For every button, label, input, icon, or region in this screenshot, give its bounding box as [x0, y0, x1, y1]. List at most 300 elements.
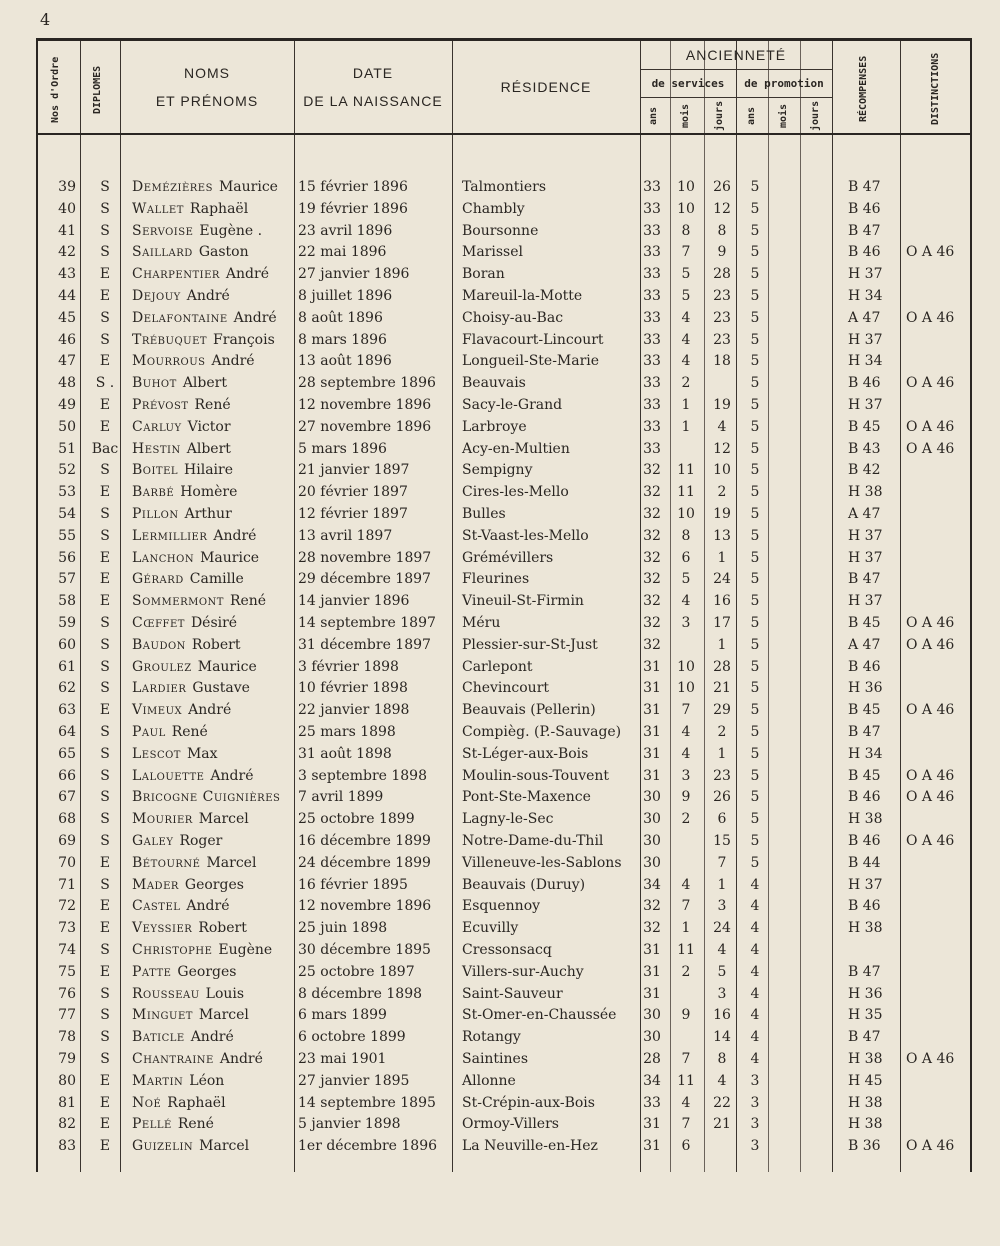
row-first-name: André	[225, 266, 269, 283]
row-first-name: Raphaël	[189, 200, 249, 217]
row-service-days: 23	[713, 767, 731, 784]
header-order: Nos d'Ordre	[50, 56, 61, 124]
row-recompense: H 34	[848, 353, 883, 370]
row-name	[132, 700, 231, 722]
row-first-name: René	[177, 1116, 214, 1133]
row-recompense: B 46	[848, 658, 881, 675]
row-recompense: H 37	[848, 876, 883, 893]
row-number: 50	[58, 418, 76, 435]
row-birth-date: 3 février 1898	[298, 658, 399, 675]
row-first-name: André	[186, 288, 230, 304]
row-diplome: S	[100, 309, 110, 326]
row-first-name: Homère	[180, 484, 238, 501]
row-service-months: 11	[677, 1072, 695, 1089]
header-date-2: DE LA NAISSANCE	[303, 93, 443, 109]
row-service-days: 8	[717, 222, 727, 239]
row-promotion-years: 5	[750, 331, 760, 348]
row-promotion-years: 5	[750, 571, 760, 588]
row-number: 76	[58, 985, 76, 1002]
register-table	[36, 38, 972, 1172]
row-surname: Pellé	[132, 1116, 172, 1133]
row-number: 57	[58, 571, 76, 588]
row-service-years: 31	[643, 680, 661, 697]
row-recompense: H 34	[848, 288, 883, 304]
row-service-years: 31	[643, 767, 661, 784]
row-birth-date: 14 janvier 1896	[298, 593, 410, 610]
row-promotion-years: 4	[750, 1029, 760, 1046]
row-service-months: 4	[681, 593, 691, 610]
row-diplome: E	[99, 1094, 111, 1111]
row-service-days: 26	[713, 179, 731, 195]
row-number: 60	[58, 636, 76, 653]
row-recompense: B 47	[848, 724, 881, 740]
row-service-days: 16	[713, 1007, 731, 1024]
row-diplome: S	[100, 1051, 110, 1067]
row-surname: Buhot	[132, 375, 177, 392]
row-distinction: O A 46	[906, 615, 955, 631]
row-first-name: Max	[186, 745, 218, 762]
row-distinction: O A 46	[906, 833, 955, 849]
row-name	[132, 766, 254, 788]
row-name	[132, 1005, 249, 1027]
row-service-months: 1	[681, 418, 691, 435]
row-distinction: O A 46	[906, 418, 955, 435]
row-promotion-years: 5	[750, 397, 760, 413]
row-surname: Vimeux	[132, 702, 183, 719]
row-residence: Rotangy	[462, 1029, 521, 1046]
row-number: 65	[58, 745, 76, 762]
row-service-years: 31	[643, 1116, 661, 1133]
row-service-years: 33	[643, 331, 661, 348]
row-surname: Minguet	[132, 1007, 193, 1024]
row-birth-date: 6 octobre 1899	[298, 1029, 406, 1046]
row-name	[132, 853, 256, 875]
row-diplome: S	[100, 462, 110, 479]
row-birth-date: 8 août 1896	[298, 309, 383, 326]
header-noms-1: NOMS	[184, 65, 230, 81]
row-birth-date: 3 septembre 1898	[298, 767, 427, 784]
row-birth-date: 14 septembre 1897	[298, 615, 436, 631]
row-number: 77	[58, 1007, 76, 1024]
row-name	[132, 548, 259, 570]
row-number: 44	[58, 288, 76, 304]
row-number: 70	[58, 854, 76, 871]
row-number: 74	[58, 942, 76, 958]
row-surname: Lermillier	[132, 527, 208, 544]
row-surname: Guizelin	[132, 1138, 194, 1155]
row-service-days: 28	[713, 266, 731, 283]
row-promotion-years: 5	[750, 179, 760, 195]
row-diplome: S	[100, 636, 110, 653]
row-service-months: 5	[681, 571, 691, 588]
row-diplome: E	[99, 920, 111, 937]
row-birth-date: 25 octobre 1897	[298, 963, 415, 980]
header-noms-2: ET PRÉNOMS	[155, 93, 259, 109]
row-promotion-years: 5	[750, 658, 760, 675]
row-recompense: H 36	[848, 985, 883, 1002]
row-name	[132, 177, 278, 199]
header-diplomes: DIPLOMES	[92, 65, 103, 115]
row-name	[132, 918, 247, 940]
row-recompense: H 34	[848, 745, 883, 762]
row-residence: Beauvais (Pellerin)	[462, 702, 596, 719]
row-promotion-years: 5	[750, 484, 760, 501]
row-number: 51	[58, 440, 76, 457]
row-number: 64	[58, 724, 76, 740]
row-residence: Ecuvilly	[462, 920, 519, 937]
row-service-years: 30	[643, 1007, 661, 1024]
row-recompense: H 38	[848, 1051, 883, 1067]
row-service-months: 6	[681, 1138, 691, 1155]
row-residence: St-Léger-aux-Bois	[462, 745, 589, 762]
row-diplome: E	[99, 397, 111, 413]
row-diplome: S	[100, 244, 110, 261]
row-service-years: 33	[643, 309, 661, 326]
row-number: 56	[58, 549, 76, 566]
row-number: 40	[58, 200, 76, 217]
row-recompense: B 47	[848, 571, 881, 588]
row-recompense: H 37	[848, 331, 883, 348]
row-first-name: Georges	[184, 876, 244, 893]
row-diplome: E	[99, 593, 111, 610]
row-name	[132, 1071, 224, 1093]
row-service-days: 23	[713, 331, 731, 348]
row-residence: St-Omer-en-Chaussée	[462, 1007, 617, 1024]
row-surname: Noé	[132, 1094, 162, 1111]
row-service-days: 1	[717, 549, 727, 566]
row-recompense: B 43	[848, 440, 881, 457]
row-service-months: 11	[677, 462, 695, 479]
row-service-months: 9	[681, 789, 691, 806]
row-service-years: 30	[643, 854, 661, 871]
row-service-months: 4	[681, 724, 691, 740]
row-first-name: André	[219, 1051, 263, 1067]
row-name	[132, 744, 218, 766]
row-service-months: 4	[681, 353, 691, 370]
row-recompense: H 35	[848, 1007, 883, 1024]
row-service-months: 4	[681, 876, 691, 893]
row-surname: Baticle	[132, 1029, 185, 1046]
row-diplome: S	[100, 331, 110, 348]
row-service-days: 5	[717, 963, 727, 980]
row-birth-date: 25 mars 1898	[298, 724, 396, 740]
row-birth-date: 30 décembre 1895	[298, 942, 431, 958]
row-residence: Larbroye	[462, 418, 527, 435]
row-diplome: S	[100, 615, 110, 631]
row-promotion-years: 3	[750, 1138, 760, 1155]
row-birth-date: 28 novembre 1897	[298, 549, 432, 566]
row-service-months: 2	[681, 811, 691, 828]
row-recompense: H 37	[848, 397, 883, 413]
row-service-years: 33	[643, 179, 661, 195]
row-surname: Castel	[132, 898, 181, 915]
table-row	[38, 591, 970, 613]
row-name	[132, 591, 266, 613]
row-promotion-years: 4	[750, 942, 760, 958]
table-row	[38, 1005, 970, 1027]
row-distinction: O A 46	[906, 375, 955, 392]
table-row	[38, 1136, 970, 1158]
row-promotion-years: 4	[750, 920, 760, 937]
row-first-name: René	[171, 724, 208, 740]
row-residence: La Neuville-en-Hez	[462, 1138, 598, 1155]
row-number: 63	[58, 702, 76, 719]
row-number: 83	[58, 1138, 76, 1155]
table-row	[38, 308, 970, 330]
row-surname: Boitel	[132, 462, 179, 479]
header-promotion: de promotion	[744, 77, 824, 90]
table-row	[38, 504, 970, 526]
row-promotion-years: 5	[750, 506, 760, 522]
row-promotion-years: 5	[750, 549, 760, 566]
row-number: 62	[58, 680, 76, 697]
row-residence: Notre-Dame-du-Thil	[462, 833, 604, 849]
row-residence: Allonne	[462, 1072, 516, 1089]
row-promotion-years: 4	[750, 985, 760, 1002]
row-diplome: E	[99, 898, 111, 915]
row-service-months: 5	[681, 288, 691, 304]
row-diplome: S	[100, 942, 110, 958]
row-name	[132, 460, 233, 482]
row-first-name: Camille	[189, 571, 244, 588]
row-residence: Villeneuve-les-Sablons	[462, 854, 622, 871]
row-birth-date: 15 février 1896	[298, 179, 408, 195]
row-first-name: André	[213, 527, 257, 544]
row-residence: Longueil-Ste-Marie	[462, 353, 600, 370]
row-surname: Lanchon	[132, 549, 195, 566]
row-first-name: Eugène .	[199, 222, 263, 239]
row-number: 81	[58, 1094, 76, 1111]
row-service-days: 19	[713, 506, 731, 522]
row-recompense: B 46	[848, 833, 881, 849]
row-service-days: 18	[713, 353, 731, 370]
row-name	[132, 657, 257, 679]
row-recompense: H 37	[848, 527, 883, 544]
row-residence: Choisy-au-Bac	[462, 309, 564, 326]
row-name	[132, 330, 275, 352]
row-promotion-years: 5	[750, 745, 760, 762]
row-residence: Flavacourt-Lincourt	[462, 331, 604, 348]
row-first-name: Victor	[187, 418, 231, 435]
table-row	[38, 700, 970, 722]
row-residence: Compièg. (P.-Sauvage)	[462, 724, 622, 740]
row-diplome: S	[100, 811, 110, 828]
row-residence: Grémévillers	[462, 549, 554, 566]
row-service-months: 8	[681, 527, 691, 544]
row-service-days: 21	[713, 1116, 731, 1133]
row-surname: Lardier	[132, 680, 187, 697]
table-row	[38, 177, 970, 199]
row-birth-date: 5 mars 1896	[298, 440, 387, 457]
row-service-months: 7	[681, 702, 691, 719]
header-distinctions: DISTINCTIONS	[930, 52, 941, 126]
row-service-years: 33	[643, 353, 661, 370]
row-promotion-years: 5	[750, 244, 760, 261]
row-number: 58	[58, 593, 76, 610]
row-service-years: 32	[643, 462, 661, 479]
row-diplome: S	[100, 179, 110, 195]
table-row	[38, 613, 970, 635]
table-row	[38, 439, 970, 461]
row-birth-date: 5 janvier 1898	[298, 1116, 401, 1133]
row-promotion-years: 5	[750, 636, 760, 653]
header-residence: RÉSIDENCE	[500, 79, 592, 95]
row-diplome: E	[99, 1072, 111, 1089]
row-number: 71	[58, 876, 76, 893]
row-service-years: 31	[643, 963, 661, 980]
row-service-years: 31	[643, 702, 661, 719]
row-birth-date: 27 janvier 1896	[298, 266, 410, 283]
table-row	[38, 744, 970, 766]
row-surname: Galey	[132, 833, 174, 849]
row-service-years: 31	[643, 942, 661, 958]
row-service-months: 7	[681, 244, 691, 261]
row-name	[132, 373, 227, 395]
row-service-days: 24	[713, 920, 731, 937]
row-first-name: André	[233, 309, 277, 326]
row-promotion-years: 5	[750, 767, 760, 784]
row-service-years: 32	[643, 920, 661, 937]
row-name	[132, 482, 237, 504]
row-birth-date: 12 novembre 1896	[298, 397, 432, 413]
row-recompense: B 47	[848, 963, 881, 980]
row-first-name: Arthur	[184, 506, 232, 522]
row-service-years: 33	[643, 244, 661, 261]
row-service-months: 10	[677, 200, 695, 217]
row-number: 53	[58, 484, 76, 501]
row-diplome: E	[99, 288, 111, 304]
row-name	[132, 635, 240, 657]
row-service-days: 2	[717, 484, 727, 501]
row-service-years: 33	[643, 288, 661, 304]
row-recompense: B 36	[848, 1138, 881, 1155]
table-row	[38, 766, 970, 788]
row-service-months: 9	[681, 1007, 691, 1024]
row-name	[132, 984, 244, 1006]
row-birth-date: 27 janvier 1895	[298, 1072, 410, 1089]
row-first-name: Marcel	[198, 811, 249, 828]
header-anciennete: ANCIENNETÉ	[685, 47, 787, 63]
row-surname: Saillard	[132, 244, 193, 261]
row-recompense: B 44	[848, 854, 881, 871]
row-number: 46	[58, 331, 76, 348]
row-recompense: H 37	[848, 549, 883, 566]
table-row	[38, 1049, 970, 1071]
row-name	[132, 199, 248, 221]
row-service-years: 33	[643, 418, 661, 435]
header-bottom-rule	[38, 133, 970, 135]
row-service-days: 19	[713, 397, 731, 413]
row-recompense: H 45	[848, 1072, 883, 1089]
row-birth-date: 20 février 1897	[298, 484, 408, 501]
row-service-days: 8	[717, 1051, 727, 1067]
row-service-years: 32	[643, 484, 661, 501]
row-first-name: Gaston	[198, 244, 249, 261]
row-service-years: 32	[643, 506, 661, 522]
row-service-days: 1	[717, 876, 727, 893]
row-recompense: B 47	[848, 1029, 881, 1046]
row-diplome: E	[99, 702, 111, 719]
row-number: 75	[58, 963, 76, 980]
row-surname: Gérard	[132, 571, 184, 588]
row-promotion-years: 3	[750, 1072, 760, 1089]
row-surname: Servoise	[132, 222, 194, 239]
row-birth-date: 22 janvier 1898	[298, 702, 410, 719]
row-promotion-years: 5	[750, 440, 760, 457]
row-birth-date: 13 août 1896	[298, 353, 392, 370]
row-surname: Baudon	[132, 636, 186, 653]
row-recompense: B 46	[848, 375, 881, 392]
row-recompense: H 38	[848, 1116, 883, 1133]
row-service-days: 10	[713, 462, 731, 479]
table-row	[38, 548, 970, 570]
row-number: 55	[58, 527, 76, 544]
row-name	[132, 308, 277, 330]
table-row	[38, 722, 970, 744]
row-first-name: Albert	[186, 440, 231, 457]
row-first-name: René	[229, 593, 267, 610]
row-service-months: 4	[681, 1094, 691, 1111]
row-distinction: O A 46	[906, 702, 955, 719]
row-number: 61	[58, 658, 76, 675]
row-service-months: 2	[681, 375, 691, 392]
table-row	[38, 1027, 970, 1049]
row-promotion-years: 4	[750, 876, 760, 893]
row-service-days: 4	[717, 942, 727, 958]
row-diplome: E	[99, 571, 111, 588]
table-row	[38, 657, 970, 679]
row-first-name: André	[210, 767, 254, 784]
row-service-years: 31	[643, 745, 661, 762]
row-distinction: O A 46	[906, 1138, 955, 1155]
row-birth-date: 21 janvier 1897	[298, 462, 410, 479]
row-promotion-years: 4	[750, 1007, 760, 1024]
row-number: 49	[58, 397, 76, 413]
row-service-months: 10	[677, 179, 695, 195]
row-service-months: 7	[681, 1051, 691, 1067]
row-service-days: 3	[717, 898, 727, 915]
row-recompense: B 46	[848, 200, 881, 217]
row-distinction: O A 46	[906, 309, 955, 326]
row-name	[132, 896, 229, 918]
row-service-days: 2	[717, 724, 727, 740]
row-number: 39	[58, 179, 76, 195]
row-service-years: 33	[643, 375, 661, 392]
row-service-days: 23	[713, 288, 731, 304]
row-recompense: A 47	[848, 506, 881, 522]
row-first-name: Marcel	[206, 854, 257, 871]
row-first-name: Robert	[198, 920, 247, 937]
row-recompense: B 45	[848, 615, 881, 631]
row-service-days: 24	[713, 571, 731, 588]
row-diplome: E	[99, 266, 111, 283]
row-first-name: Désiré	[190, 615, 238, 631]
table-row	[38, 875, 970, 897]
row-name	[132, 1093, 226, 1115]
row-number: 48	[58, 375, 76, 392]
row-residence: Méru	[462, 615, 501, 631]
row-birth-date: 1er décembre 1896	[298, 1138, 438, 1155]
row-service-years: 30	[643, 789, 661, 806]
row-service-years: 31	[643, 658, 661, 675]
row-distinction: O A 46	[906, 636, 955, 653]
row-promotion-years: 5	[750, 288, 760, 304]
row-promotion-years: 4	[750, 1051, 760, 1067]
row-name	[132, 722, 208, 744]
table-row	[38, 221, 970, 243]
row-residence: Acy-en-Multien	[462, 440, 570, 457]
row-surname: Lalouette	[132, 767, 205, 784]
